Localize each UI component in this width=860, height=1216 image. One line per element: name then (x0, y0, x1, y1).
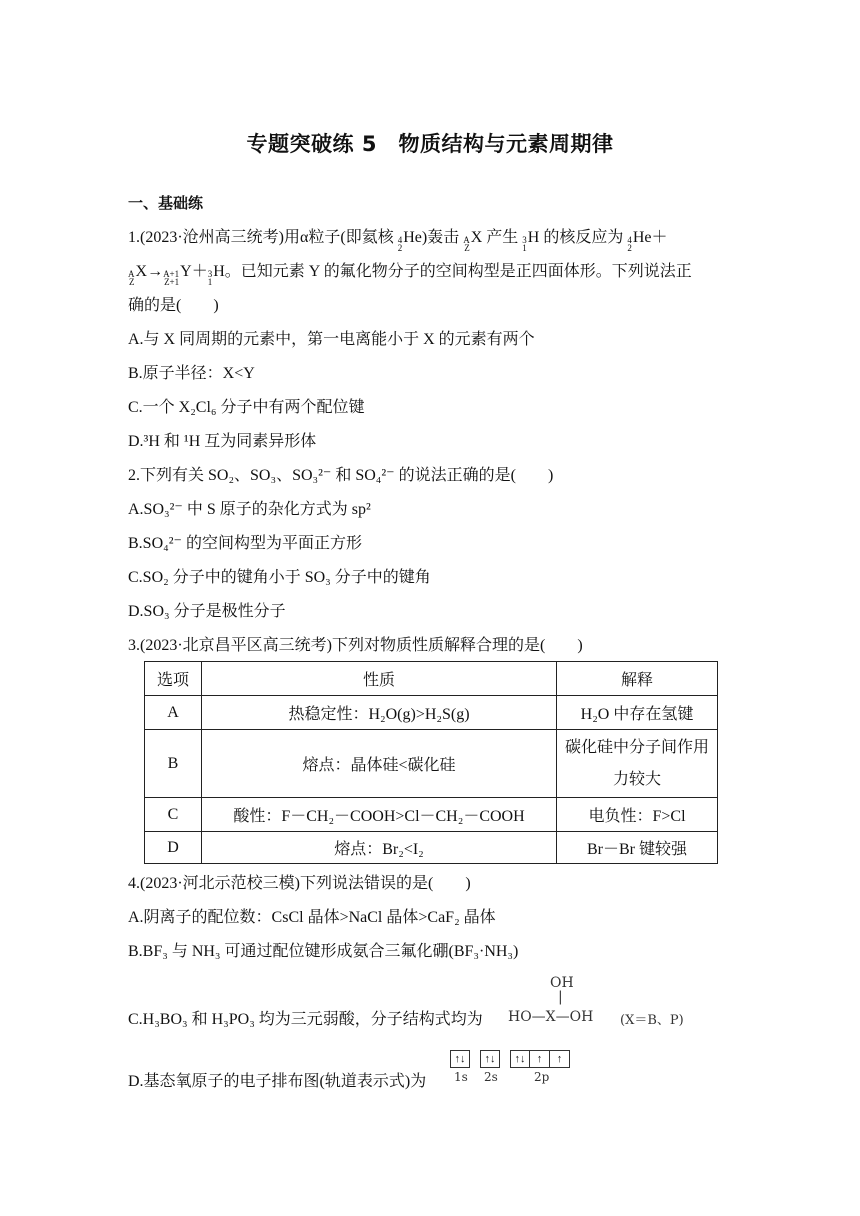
table-cell: Br－Br 键较强 (557, 832, 718, 864)
label-2p: 2p (534, 1070, 550, 1084)
table-row (145, 696, 718, 730)
q1-option-a: A.与 X 同周期的元素中，第一电离能小于 X 的元素有两个 (128, 331, 535, 348)
table-cell: 电负性：F>Cl (557, 798, 718, 832)
q3-table (144, 661, 718, 864)
table-cell: B (145, 730, 202, 798)
q1-stem-line1: 1.(2023·沧州高三统考)用α粒子(即氦核 4 2 He)轰击 A Z X 产生 3 1 H 的核反应为 4 2 He＋ (128, 229, 668, 253)
q3-stem: 3.(2023·北京昌平区高三统考)下列对物质性质解释合理的是( ) (128, 637, 583, 654)
q2-option-c: C.SO₂ 分子中的键角小于 SO₃ 分子中的键角 (128, 569, 431, 586)
table-cell: 酸性：F－CH₂－COOH>Cl－CH₂－COOH (202, 798, 557, 832)
table-cell: 碳化硅中分子间作用力较大 (557, 730, 718, 798)
header-cell: 解释 (557, 662, 718, 696)
q2-stem: 2.下列有关 SO₂、SO₃、SO₃²⁻ 和 SO₄²⁻ 的说法正确的是( ) (128, 467, 554, 484)
q4-option-d: D.基态氧原子的电子排布图(轨道表示式)为 (128, 1073, 427, 1090)
orbital-2s: ↑↓ (480, 1050, 500, 1068)
table-row (145, 798, 718, 832)
formula-main: HO—X—OH (508, 1009, 594, 1025)
table-cell: H₂O 中存在氢键 (557, 696, 718, 730)
section-heading: 一、基础练 (128, 194, 204, 212)
table-cell: 熔点：Br₂<I₂ (202, 832, 557, 864)
q1-stem-line3: 确的是( ) (128, 297, 219, 314)
q1-option-d: D.³H 和 ¹H 互为同素异形体 (128, 433, 317, 450)
q2-option-d: D.SO₃ 分子是极性分子 (128, 603, 286, 620)
table-cell: C (145, 798, 202, 832)
table-cell: A (145, 696, 202, 730)
q4-option-c: C.H₃BO₃ 和 H₃PO₃ 均为三元弱酸，分子结构式均为 (128, 1011, 483, 1028)
q1-stem-line2: A Z X→ A+1 Z+1 Y＋ 3 1 H。已知元素 Y 的氟化物分子的空间构型是正四面体形。下列说法正 (128, 263, 692, 287)
orbital-2p: ↑↓ ↑ ↑ (510, 1050, 570, 1068)
formula-oh-top: OH (550, 975, 574, 991)
formula-note: (X＝B、P) (620, 1013, 684, 1028)
label-2s: 2s (484, 1070, 498, 1084)
nuclide-he: 4 2 (397, 235, 403, 253)
page-title: 专题突破练 5 物质结构与元素周期律 (246, 132, 614, 156)
table-row (145, 730, 718, 798)
q4-option-a: A.阴离子的配位数：CsCl 晶体>NaCl 晶体>CaF₂ 晶体 (128, 909, 496, 926)
table-cell: 热稳定性：H₂O(g)>H₂S(g) (202, 696, 557, 730)
orbital-1s: ↑↓ (450, 1050, 470, 1068)
formula-bond: | (558, 989, 563, 1005)
table-header-row (145, 662, 718, 696)
table-row (145, 832, 718, 864)
q1-option-c: C.一个 X₂Cl₆ 分子中有两个配位键 (128, 399, 365, 416)
q2-option-b: B.SO₄²⁻ 的空间构型为平面正方形 (128, 535, 362, 552)
q4-option-b: B.BF₃ 与 NH₃ 可通过配位键形成氨合三氟化硼(BF₃·NH₃) (128, 943, 519, 960)
label-1s: 1s (454, 1070, 468, 1084)
q4-stem: 4.(2023·河北示范校三模)下列说法错误的是( ) (128, 875, 471, 892)
q1-option-b: B.原子半径：X<Y (128, 365, 255, 382)
table-cell: 熔点：晶体硅<碳化硅 (202, 730, 557, 798)
header-cell: 性质 (202, 662, 557, 696)
table-cell: D (145, 832, 202, 864)
q2-option-a: A.SO₃²⁻ 中 S 原子的杂化方式为 sp² (128, 501, 371, 518)
header-cell: 选项 (145, 662, 202, 696)
